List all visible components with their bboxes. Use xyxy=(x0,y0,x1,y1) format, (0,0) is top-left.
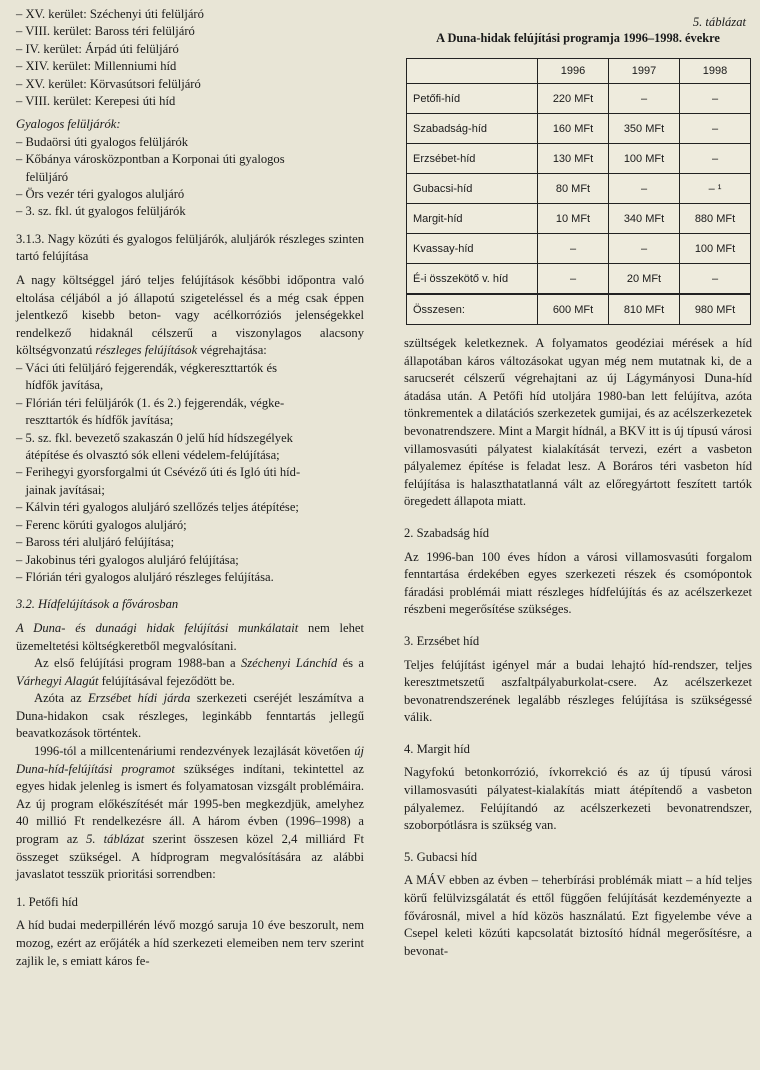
paragraph: szültségek keletkeznek. A folyamatos geodéziai mérések a híd állapotában káros változásokat ugyan még nem mutatnak ki, de a sarucserét célszerű végrehajtani az új Lágymányosi Duna-híd átadása után. A Petőfi híd utoljára 1980-ban lett felújítva, azóta tönkrementek a dilatációs szerkezetek gumijai, és az acélszerkezetek bevonatrendszere. Mint a Margit hídnál, a BKV itt is új típusú városi villamosvasúti pályatest kialakítását tervezi, ezért a vasbeton pályalemez építése is feladat lesz. A Boráros téri vasbeton híd felújítása is halaszthatatlanná vált az előregyártott feszített tartók öregedett állapota miatt. xyxy=(404,336,752,509)
table-cell: – xyxy=(609,234,680,264)
section-313-title: 3.1.3. Nagy közúti és gyalogos felüljárók, aluljárók részleges szinten tartó felújítása xyxy=(16,231,364,264)
table-caption: 5. táblázat xyxy=(692,15,746,29)
table-cell: – xyxy=(609,174,680,204)
table-cell: 10 MFt xyxy=(538,204,609,234)
table-cell: – xyxy=(680,144,751,174)
list-item: – VIII. kerület: Kerepesi úti híd xyxy=(16,94,176,109)
table-cell: 340 MFt xyxy=(609,204,680,234)
bridge-list xyxy=(16,6,364,110)
table-cell: É-i összekötő v. híd xyxy=(407,264,538,295)
list-item: – XV. kerület: Széchenyi úti felüljáró xyxy=(16,7,204,21)
table-cell: Kvassay-híd xyxy=(407,234,538,264)
table-cell: Szabadság-híd xyxy=(407,114,538,144)
table-cell: 600 MFt xyxy=(538,294,609,325)
list-item: – Kőbánya városközpontban a Korponai úti gyalogos xyxy=(16,152,285,167)
paragraph: Teljes felújítást igényel már a budai lehajtó híd-rendszer, teljes keresztmetszetű aszfaltpályaburkolat-csere. Az acélszerkezet bevonatrendszerének legalább részleges felújítása is szükségessé válik. xyxy=(404,657,752,725)
table-cell: 160 MFt xyxy=(538,114,609,144)
paragraph: Nagyfokú betonkorrózió, ívkorrekció és az új típusú városi villamosvasúti pályatest-kialakítás miatt átépítendő a vasbeton pályalemez. Felújítandó az acélszerkezeti bevonatrendszer, szoborpótlásra is szükség van. xyxy=(404,765,752,833)
list-item: átépítése és olvasztó sók elleni védelem-felújítása; xyxy=(16,448,280,463)
table-header-row xyxy=(407,59,751,84)
list-item: jainak javításai; xyxy=(16,482,105,497)
table-row xyxy=(407,234,751,264)
list-item: reszttartók és hídfők javítása; xyxy=(16,413,174,428)
pedestrian-heading: Gyalogos felüljárók: xyxy=(16,117,121,132)
bridge-renovation-table xyxy=(406,58,751,325)
paragraph: Az 1996-ban 100 éves hídon a városi villamosvasúti forgalom fenntartása érdekében egyes szerkezeti részek és csomópontok fáradási problémái miatt részleges hídfelújítás és az acélszerkezet részbeni megerősítése szükséges. xyxy=(404,549,752,617)
table-row xyxy=(407,144,751,174)
heading-petofi: 1. Petőfi híd xyxy=(16,894,78,909)
list-item: – Flórián téri felüljárók (1. és 2.) fejgerendák, végke- xyxy=(16,395,285,410)
table-header-cell: 1996 xyxy=(538,59,609,84)
table-cell: – xyxy=(680,264,751,295)
table-cell: – xyxy=(538,264,609,295)
list-item: – Jakobinus téri gyalogos aluljáró felújítása; xyxy=(16,552,239,567)
table-cell: 880 MFt xyxy=(680,204,751,234)
table-cell: Gubacsi-híd xyxy=(407,174,538,204)
list-item: – 5. sz. fkl. bevezető szakaszán 0 jelű híd hídszegélyek xyxy=(16,430,293,445)
paragraph: Azóta az Erzsébet hídi járda szerkezeti cseréjét leszámítva a Duna-hidakon csak részleges, leginkább fenntartás jellegű beavatkozások történtek. xyxy=(16,691,364,741)
section-32-title: 3.2. Hídfelújítások a fővárosban xyxy=(16,597,179,612)
list-item: – Budaörsi úti gyalogos felüljárók xyxy=(16,134,189,149)
list-item: felüljáró xyxy=(16,169,69,184)
paragraph: A Duna- és dunaági hidak felújítási munkálatait nem lehet üzemeltetési költségkeretből megvalósítani. xyxy=(16,620,364,653)
heading-gubacsi: 5. Gubacsi híd xyxy=(404,849,478,864)
table-cell: 20 MFt xyxy=(609,264,680,295)
table-cell: – xyxy=(609,84,680,114)
list-item: – Ferihegyi gyorsforgalmi út Csévéző úti és Igló úti híd- xyxy=(16,465,301,480)
table-cell: 810 MFt xyxy=(609,294,680,325)
table-cell: 100 MFt xyxy=(680,234,751,264)
repair-list xyxy=(16,360,364,586)
list-item: – 3. sz. fkl. út gyalogos felüljárók xyxy=(16,204,186,219)
table-cell: 220 MFt xyxy=(538,84,609,114)
right-column xyxy=(404,14,752,960)
paragraph: 1996-tól a millcentenáriumi rendezvények lezajlását követően új Duna-híd-felújítási programot szükséges indítani, tekintettel az egyes hidak jelenleg is ismert és folyamatosan vizsgált problémáira. Az új program előkészítését már 1995-ben megkezdjük, amelyhez 40 millió Ft rendelkezésre áll. A három évben (1996–1998) a program az 5. táblázat szerint összesen közel 2,4 milliárd Ft összeget szükségel. A hídprogram megvalósítására az alábbi javaslatot tesszük prioritási sorrendben: xyxy=(16,744,364,882)
list-item: – Váci úti felüljáró fejgerendák, végkereszttartók és xyxy=(16,361,277,376)
list-item: – Örs vezér téri gyalogos aluljáró xyxy=(16,187,185,202)
section-313-body: A nagy költséggel járó teljes felújítások későbbi időpontra való eltolása céljából a jó állapotú szigeteléssel és a még csak éppen jelentkező kisebb beton- vagy acélkorróziós jelenségekkel rendelkező hidaknál célszerű a viszonylagos alacsony költségvonzatú részleges felújítások végrehajtása: xyxy=(16,273,364,358)
table-cell: Margit-híd xyxy=(407,204,538,234)
list-item: – Kálvin téri gyalogos aluljáró szellőzés teljes átépítése; xyxy=(16,500,299,515)
table-row xyxy=(407,84,751,114)
heading-erzsebet: 3. Erzsébet híd xyxy=(404,633,480,648)
table-row xyxy=(407,264,751,295)
pedestrian-list xyxy=(16,134,364,221)
table-cell: Petőfi-híd xyxy=(407,84,538,114)
table-cell: 980 MFt xyxy=(680,294,751,325)
table-corner-cell xyxy=(407,59,538,84)
list-item: – Baross téri aluljáró felújítása; xyxy=(16,535,175,550)
list-item: – Ferenc körúti gyalogos aluljáró; xyxy=(16,517,187,532)
list-item: – XV. kerület: Körvasútsori felüljáró xyxy=(16,76,201,91)
table-cell: Összesen: xyxy=(407,294,538,325)
table-header-cell: 1998 xyxy=(680,59,751,84)
list-item: – VIII. kerület: Baross téri felüljáró xyxy=(16,24,195,39)
table-cell: – xyxy=(680,84,751,114)
table-total-row xyxy=(407,294,751,325)
list-item: – XIV. kerület: Millenniumi híd xyxy=(16,59,177,74)
table-cell: 350 MFt xyxy=(609,114,680,144)
table-cell: – xyxy=(680,114,751,144)
paragraph: A híd budai mederpillérén lévő mozgó saruja 10 éve beszorult, nem mozog, ezért az erőjáték a híd szerkezeti elemeiben nem terv szerint zajlik le, s emiatt káros fe- xyxy=(16,918,364,968)
table-cell: Erzsébet-híd xyxy=(407,144,538,174)
table-cell: – ¹ xyxy=(680,174,751,204)
table-cell: – xyxy=(538,234,609,264)
table-row xyxy=(407,114,751,144)
table-cell: 100 MFt xyxy=(609,144,680,174)
paragraph: Az első felújítási program 1988-ban a Széchenyi Lánchíd és a Várhegyi Alagút felújításával fejeződött be. xyxy=(16,656,364,688)
table-row xyxy=(407,174,751,204)
paragraph: A MÁV ebben az évben – teherbírási problémák miatt – a híd teljes körű felülvizsgálatát és ettől függően felújítását kezdeményezte a fővárosnál, mivel a híd közös használatú. Ezt figyelembe véve a Csepel keleti közúti kapcsolatát biztosító hídnál megerősítésre, a bevonat- xyxy=(404,873,752,958)
table-cell: 80 MFt xyxy=(538,174,609,204)
list-item: hídfők javítása, xyxy=(16,378,104,393)
list-item: – Flórián téri gyalogos aluljáró részleges felújítása. xyxy=(16,569,274,584)
table-cell: 130 MFt xyxy=(538,144,609,174)
table-row xyxy=(407,204,751,234)
table-header-cell: 1997 xyxy=(609,59,680,84)
heading-margit: 4. Margit híd xyxy=(404,741,470,756)
list-item: – IV. kerület: Árpád úti felüljáró xyxy=(16,41,179,56)
heading-szabadsag: 2. Szabadság híd xyxy=(404,525,489,540)
table-title: A Duna-hidak felújítási programja 1996–1998. évekre xyxy=(436,31,720,45)
left-column xyxy=(16,6,364,970)
